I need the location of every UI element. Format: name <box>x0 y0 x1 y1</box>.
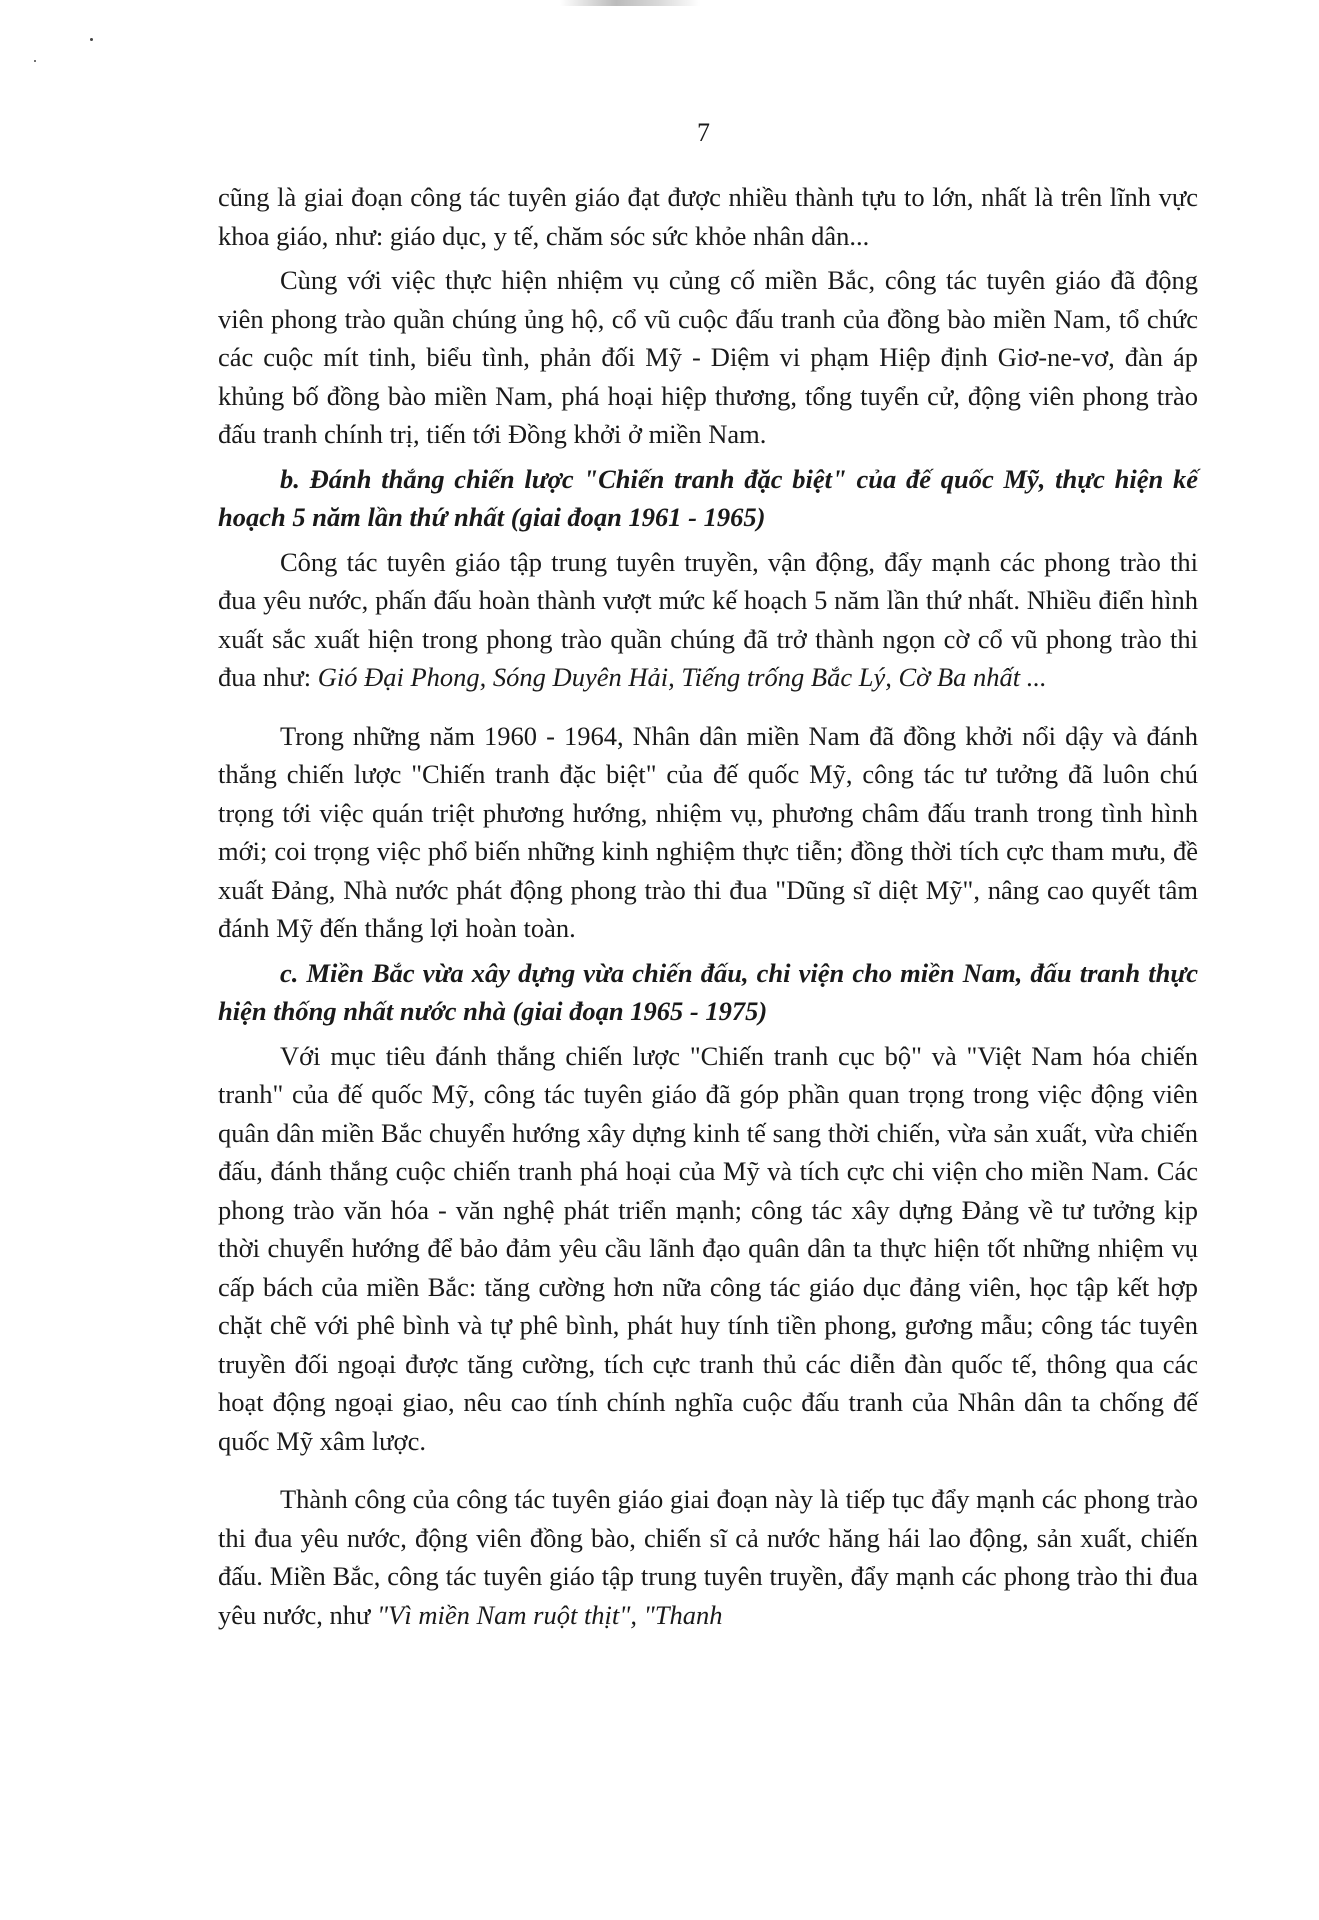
paragraph: Với mục tiêu đánh thắng chiến lược "Chiến tranh cục bộ" và "Việt Nam hóa chiến tranh" của đế quốc Mỹ, công tác tuyên giáo đã góp phần quan trọng trong việc động viên quân dân miền Bắc chuyển hướng xây dựng kinh tế sang thời chiến, vừa sản xuất, vừa chiến đấu, đánh thắng cuộc chiến tranh phá hoại của Mỹ và tích cực chi viện cho miền Nam. Các phong trào văn hóa - văn nghệ phát triển mạnh; công tác xây dựng Đảng về tư tưởng kịp thời chuyển hướng để bảo đảm yêu cầu lãnh đạo quân dân ta thực hiện tốt những nhiệm vụ cấp bách của miền Bắc: tăng cường hơn nữa công tác giáo dục đảng viên, học tập kết hợp chặt chẽ với phê bình và tự phê bình, phát huy tính tiền phong, gương mẫu; công tác tuyên truyền đối ngoại được tăng cường, tích cực tranh thủ các diễn đàn quốc tế, thông qua các hoạt động ngoại giao, nêu cao tính chính nghĩa cuộc đấu tranh của Nhân dân ta chống đế quốc Mỹ xâm lược. <box>218 1040 1198 1456</box>
paragraph: Trong những năm 1960 - 1964, Nhân dân miền Nam đã đồng khởi nổi dậy và đánh thắng chiến lược "Chiến tranh đặc biệt" của đế quốc Mỹ, công tác tư tưởng đã luôn chú trọng tới việc quán triệt phương hướng, nhiệm vụ, phương châm đấu tranh trong tình hình mới; coi trọng việc phổ biến những kinh nghiệm thực tiễn; đồng thời tích cực tham mưu, đề xuất Đảng, Nhà nước phát động phong trào thi đua "Dũng sĩ diệt Mỹ", nâng cao quyết tâm đánh Mỹ đến thắng lợi hoàn toàn. <box>218 720 1198 943</box>
paragraph-text: Thành công của công tác tuyên giáo giai đoạn này là tiếp tục đẩy mạnh các phong trào thi đua yêu nước, động viên đồng bào, chiến sĩ cả nước hăng hái lao động, sản xuất, chiến đấu. Miền Bắc, công tác tuyên giáo tập trung tuyên truyền, đẩy mạnh các phong trào thi đua yêu nước, như <box>218 1484 1198 1630</box>
paragraph-italic-text: "Vì miền Nam ruột thịt", "Thanh <box>377 1599 723 1630</box>
section-heading-c: c. Miền Bắc vừa xây dựng vừa chiến đấu, chi viện cho miền Nam, đấu tranh thực hiện thống nhất nước nhà (giai đoạn 1965 - 1975) <box>218 957 1198 1026</box>
paragraph <box>218 543 1198 697</box>
scan-speck <box>34 60 36 62</box>
scan-speck <box>90 38 93 41</box>
paragraph <box>218 1480 1198 1634</box>
scan-artifact-top <box>560 0 700 6</box>
paragraph: cũng là giai đoạn công tác tuyên giáo đạt được nhiều thành tựu to lớn, nhất là trên lĩnh vực khoa giáo, như: giáo dục, y tế, chăm sóc sức khỏe nhân dân... <box>218 182 1198 251</box>
paragraph-italic-text: Gió Đại Phong, Sóng Duyên Hải, Tiếng trống Bắc Lý, Cờ Ba nhất ... <box>317 662 1047 692</box>
paragraph: Cùng với việc thực hiện nhiệm vụ củng cố miền Bắc, công tác tuyên giáo đã động viên phong trào quần chúng ủng hộ, cổ vũ cuộc đấu tranh của đồng bào miền Nam, tổ chức các cuộc mít tinh, biểu tình, phản đối Mỹ - Diệm vi phạm Hiệp định Giơ-ne-vơ, đàn áp khủng bố đồng bào miền Nam, phá hoại hiệp thương, tổng tuyển cử, động viên phong trào đấu tranh chính trị, tiến tới Đồng khởi ở miền Nam. <box>218 265 1198 449</box>
section-heading-b: b. Đánh thắng chiến lược "Chiến tranh đặc biệt" của đế quốc Mỹ, thực hiện kế hoạch 5 năm lần thứ nhất (giai đoạn 1961 - 1965) <box>218 463 1198 532</box>
paragraph-text: Công tác tuyên giáo tập trung tuyên truyền, vận động, đẩy mạnh các phong trào thi đua yêu nước, phấn đấu hoàn thành vượt mức kế hoạch 5 năm lần thứ nhất. Nhiều điển hình xuất sắc xuất hiện trong phong trào quần chúng đã trở thành ngọn cờ cổ vũ phong trào thi đua như: <box>218 546 1198 692</box>
body-text <box>218 178 1198 1640</box>
page-number: 7 <box>697 118 710 147</box>
